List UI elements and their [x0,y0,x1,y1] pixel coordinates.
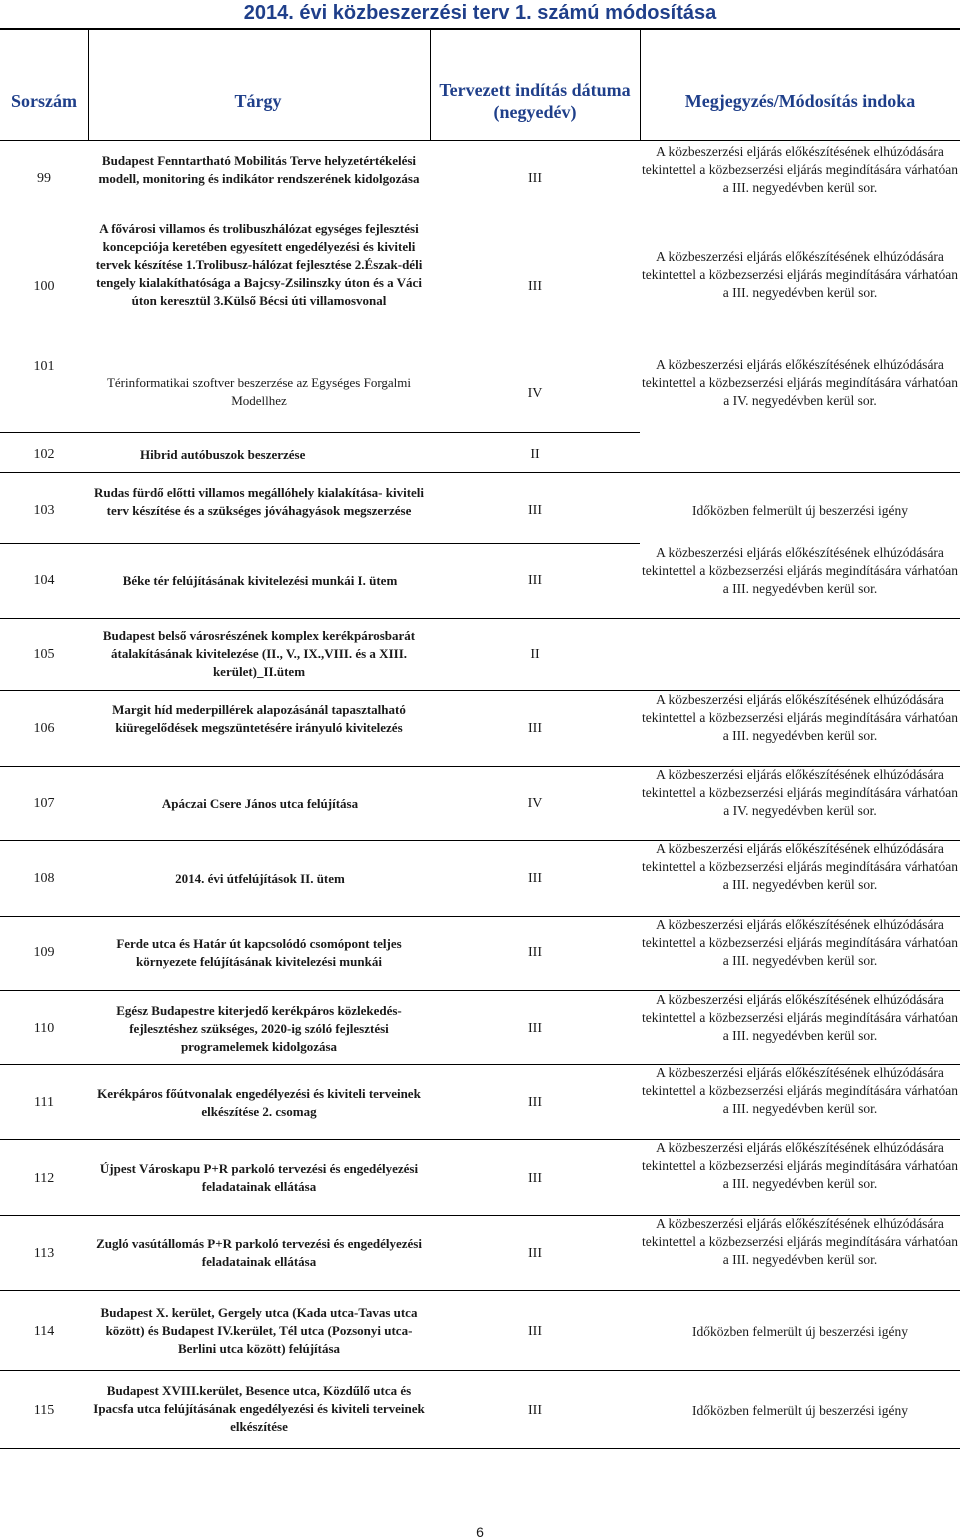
row-number: 104 [33,573,55,588]
row-subject: Egész Budapestre kiterjedő kerékpáros közlekedés-fejlesztéshez szükséges, 2020-ig szóló fejlesztési programelemek kidolgozása [116,1003,402,1054]
row-number: 109 [33,945,55,960]
row-subject: Margit híd mederpillérek alapozásánál tapasztalható kiüregelődések megszüntetésére irányuló kivitelezés [112,702,406,735]
row-note: A közbeszerzési eljárás előkészítésének elhúzódására tekintettel a közbezserzési eljárás megindítására várhatóan a III. negyedévben kerül sor. [642,1065,958,1116]
divider [0,472,960,473]
row-number: 101 [33,359,55,374]
row-number: 111 [34,1095,54,1110]
row-subject: Kerékpáros főútvonalak engedélyezési és kiviteli terveinek elkészítése 2. csomag [97,1086,421,1119]
header-megjegyzes: Megjegyzés/Módosítás indoka [684,91,916,111]
row-number: 108 [33,871,55,886]
row-number: 100 [33,279,55,294]
row-number: 99 [37,171,51,186]
row-quarter: III [528,945,542,960]
row-note: Időközben felmerült új beszerzési igény [692,503,908,518]
row-subject: Budapest XVIII.kerület, Besence utca, Közdűlő utca és Ipacsfa utca felújításának engedélyezési és kiviteli terveinek elkészítése [93,1383,425,1434]
row-quarter: III [528,1021,542,1036]
row-number: 106 [33,721,55,736]
divider [88,28,89,140]
row-note: A közbeszerzési eljárás előkészítésének elhúzódására tekintettel a közbezserzési eljárás megindítására várhatóan a III. negyedévben kerül sor. [642,144,958,195]
row-subject: 2014. évi útfelújítások II. ütem [175,871,345,886]
row-subject: Térinformatikai szoftver beszerzése az Egységes Forgalmi Modellhez [106,375,412,408]
row-note: Időközben felmerült új beszerzési igény [692,1324,908,1339]
row-note: Időközben felmerült új beszerzési igény [692,1403,908,1418]
row-quarter: III [528,171,542,186]
row-note: A közbeszerzési eljárás előkészítésének elhúzódására tekintettel a közbezserzési eljárás megindítására várhatóan a III. negyedévben kerül sor. [642,992,958,1043]
row-number: 112 [33,1171,55,1186]
row-number: 115 [33,1403,55,1418]
page-number: 6 [476,1524,484,1540]
row-note: A közbeszerzési eljárás előkészítésének elhúzódására tekintettel a közbezserzési eljárás megindítására várhatóan a III. negyedévben kerül sor. [642,1216,958,1267]
row-quarter: IV [527,386,543,401]
row-quarter: III [528,503,542,518]
page-title: 2014. évi közbeszerzési terv 1. számú módosítása [243,2,717,24]
row-number: 110 [33,1021,55,1036]
row-quarter: III [528,871,542,886]
row-note: A közbeszerzési eljárás előkészítésének elhúzódására tekintettel a közbezserzési eljárás megindítására várhatóan a IV. negyedévben kerül sor. [642,357,958,408]
row-note: A közbeszerzési eljárás előkészítésének elhúzódására tekintettel a közbezserzési eljárás megindítására várhatóan a IV. negyedévben kerül sor. [642,767,958,818]
row-note: A közbeszerzési eljárás előkészítésének elhúzódására tekintettel a közbezserzési eljárás megindítására várhatóan a III. negyedévben kerül sor. [642,545,958,596]
row-subject: Béke tér felújításának kivitelezési munkái I. ütem [122,573,398,588]
row-quarter: II [530,647,540,662]
row-number: 114 [33,1324,55,1339]
row-number: 113 [33,1246,55,1261]
row-subject: Rudas fürdő előtti villamos megállóhely kialakítása- kiviteli terv készítése és a szükséges jóváhagyások megszerzése [93,485,425,518]
row-number: 107 [33,796,55,811]
row-subject: Hibrid autóbuszok beszerzése [140,447,306,462]
divider [0,1290,960,1291]
row-subject: Budapest belső városrészének komplex kerékpárosbarát átalakításának kivitelezése (II., V., IX.,VIII. és a XIII. kerület)_II.ütem [102,628,416,679]
header-sorszam: Sorszám [11,91,77,111]
row-note: A közbeszerzési eljárás előkészítésének elhúzódására tekintettel a közbezserzési eljárás megindítására várhatóan a III. negyedévben kerül sor. [642,692,958,743]
row-number: 102 [33,447,55,462]
divider [640,28,641,140]
row-quarter: III [528,1246,542,1261]
row-quarter: III [528,1324,542,1339]
row-quarter: III [528,573,542,588]
row-subject: Budapest X. kerület, Gergely utca (Kada utca-Tavas utca között) és Budapest IV.kerület, Tél utca (Pozsonyi utca-Berlini utca között) felújítása [100,1305,418,1356]
divider [0,618,960,619]
row-quarter: III [528,1403,542,1418]
row-quarter: III [528,1095,542,1110]
row-note: A közbeszerzési eljárás előkészítésének elhúzódására tekintettel a közbezserzési eljárás megindítására várhatóan a III. negyedévben kerül sor. [642,917,958,968]
row-number: 105 [33,647,55,662]
header-datum: Tervezett indítás dátuma (negyedév) [439,80,631,122]
row-quarter: III [528,1171,542,1186]
divider [0,432,640,433]
row-subject: A fővárosi villamos és trolibuszhálózat egységes fejlesztési koncepciója keretében egyesített engedélyezési és kiviteli tervek készítése 1.Trolibusz-hálózat fejlesztése 2.Észak-déli tengely kialakíthatósága a Bajcsy-Zsilinszky úton és a Váci úton keresztül 3.Külső Bécsi úti villamosvonal [95,221,423,308]
divider [0,1448,960,1449]
row-quarter: II [530,447,540,462]
row-note: A közbeszerzési eljárás előkészítésének elhúzódására tekintettel a közbezserzési eljárás megindítására várhatóan a III. negyedévben kerül sor. [642,841,958,892]
row-quarter: III [528,721,542,736]
divider [0,1370,960,1371]
row-quarter: III [528,279,542,294]
divider [0,29,960,30]
row-subject: Budapest Fenntartható Mobilitás Terve helyzetértékelési modell, monitoring és indikátor rendszerének kidolgozása [98,153,420,186]
header-targy: Tárgy [234,91,282,111]
row-note: A közbeszerzési eljárás előkészítésének elhúzódására tekintettel a közbezserzési eljárás megindítására várhatóan a III. negyedévben kerül sor. [642,1140,958,1191]
row-subject: Ferde utca és Határ út kapcsolódó csomópont teljes környezete felújításának kivitelezési munkái [116,936,402,969]
row-number: 103 [33,503,55,518]
divider [0,140,960,141]
divider [0,543,640,544]
row-subject: Zugló vasútállomás P+R parkoló tervezési és engedélyezési feladatainak ellátása [96,1236,422,1269]
row-subject: Újpest Városkapu P+R parkoló tervezési és engedélyezési feladatainak ellátása [99,1161,419,1194]
row-note: A közbeszerzési eljárás előkészítésének elhúzódására tekintettel a közbezserzési eljárás megindítására várhatóan a III. negyedévben kerül sor. [642,249,958,300]
row-subject: Apáczai Csere János utca felújítása [161,796,359,811]
row-quarter: IV [527,796,543,811]
